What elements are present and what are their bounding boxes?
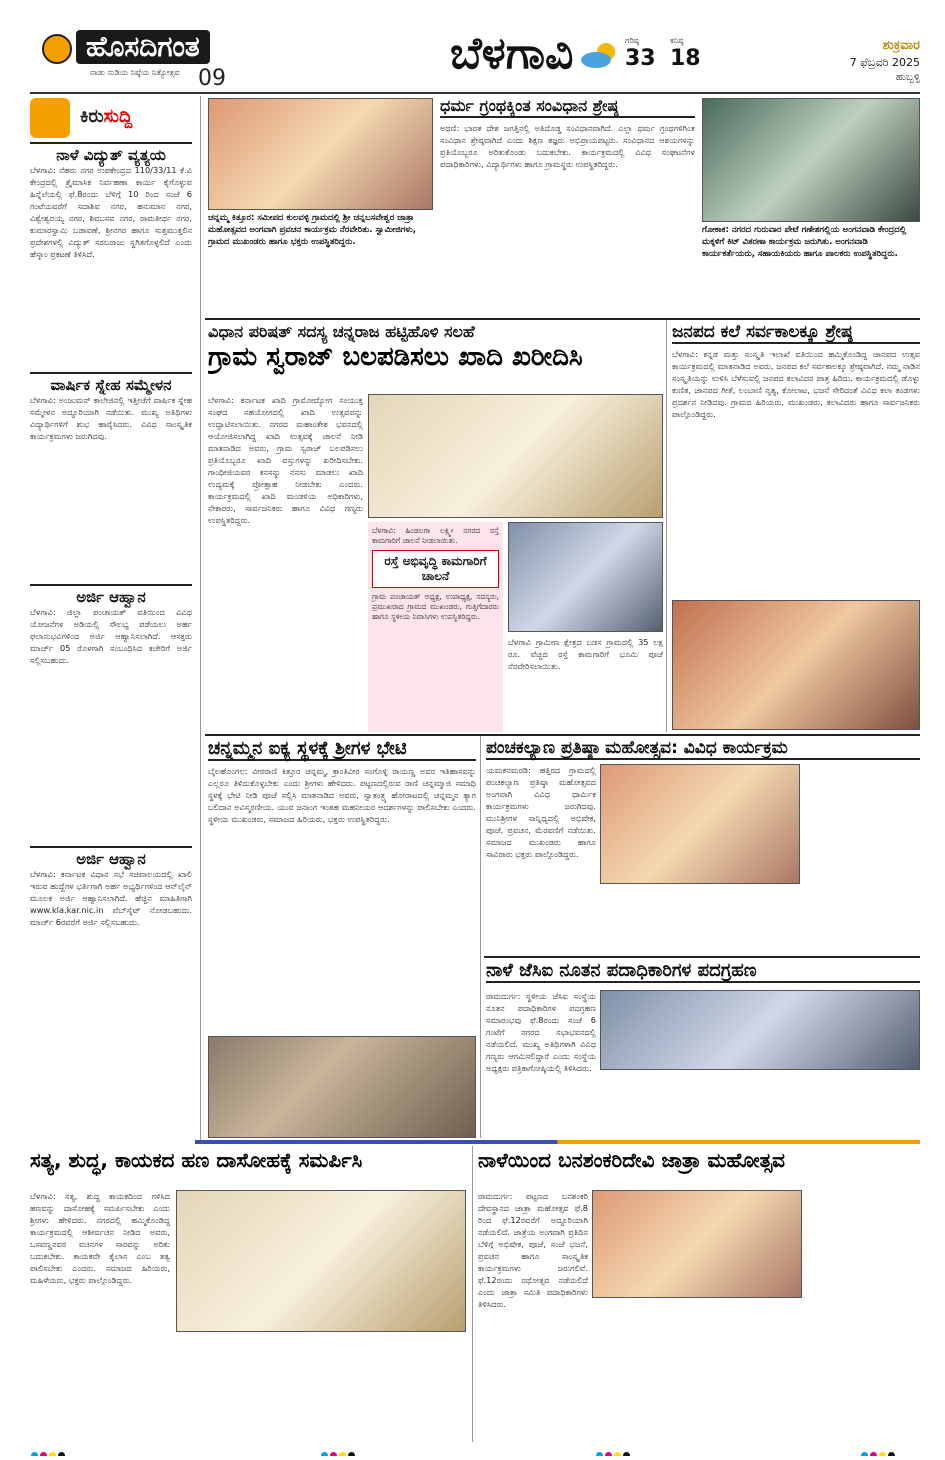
- print-registration-dots: [860, 1444, 920, 1456]
- top-photo-1[interactable]: [208, 98, 433, 210]
- max-temp: ಗರಿಷ್ಠ 33: [625, 36, 656, 71]
- news-body: ಬೆಳಗಾವಿ: ಅಂಜುಮನ್ ಕಾಲೇಜಿನಲ್ಲಿ ಇತ್ತೀಚೆಗೆ ವಾರ್ಷಿಕ ಸ್ನೇಹ ಸಮ್ಮೇಳನ ಅದ್ದೂರಿಯಾಗಿ ನಡೆಯಿತು. ಮುಖ್ಯ ಅತಿಥಿಗಳು ವಿದ್ಯಾರ್ಥಿಗಳಿಗೆ ಶುಭ ಹಾರೈಸಿದರು. ವಿವಿಧ ಸಾಂಸ್ಕೃತಿಕ ಕಾರ್ಯಕ್ರಮಗಳು ಜರುಗಿದವು.: [30, 395, 192, 441]
- section-band: [195, 1140, 920, 1144]
- column-divider: [480, 736, 481, 1138]
- kiru-suddi-title: ಕಿರುಸುದ್ದಿ: [80, 106, 133, 127]
- article-body: ರಾಮದುರ್ಗ: ಪಟ್ಟಣದ ಬನಶಂಕರಿ ದೇವಸ್ಥಾನದ ಜಾತ್ರಾ ಮಹೋತ್ಸವ ಫೆ.8 ರಿಂದ ಫೆ.12ರವರೆಗೆ ಅದ್ದೂರಿಯಾಗಿ ನಡೆಯಲಿದೆ. ಜಾತ್ರೆಯ ಅಂಗವಾಗಿ ಪ್ರತಿದಿನ ಬೆಳಿಗ್ಗೆ ಅಭಿಷೇಕ, ಪೂಜೆ, ಸಂಜೆ ಭಜನೆ, ಪ್ರವಚನ ಹಾಗೂ ಸಾಂಸ್ಕೃತಿಕ ಕಾರ್ಯಕ್ರಮಗಳು ಜರುಗಲಿವೆ. ಫೆ.12ರಂದು ರಥೋತ್ಸವ ನಡೆಯಲಿದೆ ಎಂದು ಜಾತ್ರಾ ಸಮಿತಿ ಪದಾಧಿಕಾರಿಗಳು ತಿಳಿಸಿದರು.: [478, 1191, 588, 1309]
- paper-tagline: ನಾಡು ನುಡಿಯ ನಿಷ್ಠೆಯ ನಿತ್ಯೋತ್ಸವ: [90, 68, 180, 77]
- article-constitution: [440, 96, 695, 318]
- kiru-suddi-badge: [30, 98, 170, 138]
- article-body: ಅಥಣಿ: ಭಾರತ ದೇಶ ಜಗತ್ತಿನಲ್ಲಿ ಅತಿದೊಡ್ಡ ಸಂವಿಧಾನವಾಗಿದೆ. ಎಲ್ಲಾ ಧರ್ಮ ಗ್ರಂಥಗಳಿಗಿಂತ ಸಂವಿಧಾನ ಶ್ರೇಷ್ಠವಾಗಿದೆ ಎಂದು ಶಿಕ್ಷಣ ತಜ್ಞರು ಅಭಿಪ್ರಾಯಪಟ್ಟರು. ಸಂವಿಧಾನದ ಆಶಯಗಳನ್ನು ಪ್ರತಿಯೊಬ್ಬರೂ ಅರಿತುಕೊಂಡು ಬದುಕಬೇಕು. ಕಾರ್ಯಕ್ರಮದಲ್ಲಿ ವಿವಿಧ ಸಂಘಟನೆಗಳ ಪದಾಧಿಕಾರಿಗಳು, ವಿದ್ಯಾರ್ಥಿಗಳು ಹಾಗೂ ಗ್ರಾಮಸ್ಥರು ಉಪಸ್ಥಿತರಿದ್ದರು.: [440, 123, 695, 169]
- news-body: ಬೆಳಗಾವಿ: ಜಿಲ್ಲಾ ಪಂಚಾಯತ್ ವತಿಯಿಂದ ವಿವಿಧ ಯೋಜನೆಗಳ ಅಡಿಯಲ್ಲಿ ಸೌಲಭ್ಯ ಪಡೆಯಲು ಅರ್ಹ ಫಲಾನುಭವಿಗಳಿಂದ ಅರ್ಜಿ ಆಹ್ವಾನಿಸಲಾಗಿದೆ. ಆಸಕ್ತರು ಮಾರ್ಚ್ 05 ರೊಳಗಾಗಿ ಸಂಬಂಧಿಸಿದ ಕಚೇರಿಗೆ ಅರ್ಜಿ ಸಲ್ಲಿಸಬಹುದು.: [30, 607, 192, 665]
- print-registration-dots: [595, 1444, 655, 1456]
- paper-logo[interactable]: [30, 28, 240, 88]
- news-item: [30, 142, 192, 370]
- article-headline: ನಾಳೆಯಿಂದ ಬನಶಂಕರಿದೇವಿ ಜಾತ್ರಾ ಮಹೋತ್ಸವ: [478, 1148, 786, 1172]
- news-item: [30, 584, 192, 844]
- jci-photo[interactable]: [600, 990, 920, 1070]
- news-body: ಬೆಳಗಾವಿ: ನೆಹರು ನಗರ ಉಪಕೇಂದ್ರದ 110/33/11 ಕೆ.ವಿ ಕೇಂದ್ರದಲ್ಲಿ ತ್ರೈಮಾಸಿಕ ನಿರ್ವಹಣಾ ಕಾರ್ಯ ಕೈಗೊಳ್ಳುವ ಹಿನ್ನೆಲೆಯಲ್ಲಿ ಫೆ.8ರಂದು ಬೆಳಿಗ್ಗೆ 10 ರಿಂದ ಸಂಜೆ 6 ಗಂಟೆಯವರೆಗೆ ಸದಾಶಿವ ನಗರ, ಹನುಮಾನ ನಗರ, ವಿಶ್ವೇಶ್ವರಯ್ಯ ನಗರ, ಶಿವಬಸವ ನಗರ, ರಾಮತೀರ್ಥ ನಗರ, ಕುಮಾರಸ್ವಾಮಿ ಬಡಾವಣೆ, ಶ್ರೀನಗರ ಹಾಗೂ ಸುತ್ತಮುತ್ತಲಿನ ಪ್ರದೇಶಗಳಲ್ಲಿ ವಿದ್ಯುತ್ ಸರಬರಾಜು ಸ್ಥಗಿತಗೊಳ್ಳಲಿದೆ ಎಂದು ಹೆಸ್ಕಾಂ ಪ್ರಕಟಣೆ ತಿಳಿಸಿದೆ.: [30, 165, 192, 259]
- sun-cloud-icon: [578, 40, 622, 70]
- news-title: ಅರ್ಜಿ ಆಹ್ವಾನ: [30, 846, 192, 868]
- janapada-photo[interactable]: [672, 600, 920, 730]
- edition-place: ಹುಬ್ಬಳ್ಳಿ: [895, 72, 920, 83]
- row-rule: [484, 956, 920, 958]
- weekday: ಶುಕ್ರವಾರ: [882, 38, 920, 53]
- article-body: ಬೆಳಗಾವಿ: ಕನ್ನಡ ಮತ್ತು ಸಂಸ್ಕೃತಿ ಇಲಾಖೆ ವತಿಯಿಂದ ಹಮ್ಮಿಕೊಂಡಿದ್ದ ಜಾನಪದ ಉತ್ಸವ ಕಾರ್ಯಕ್ರಮದಲ್ಲಿ ಮಾತನಾಡಿದ ಅವರು, ಜನಪದ ಕಲೆ ಸರ್ವಕಾಲಕ್ಕೂ ಶ್ರೇಷ್ಠವಾಗಿದೆ. ನಮ್ಮ ನಾಡಿನ ಸಂಸ್ಕೃತಿಯನ್ನು ಉಳಿಸಿ ಬೆಳೆಸುವಲ್ಲಿ ಜನಪದ ಕಲಾವಿದರ ಪಾತ್ರ ಹಿರಿದು. ಕಾರ್ಯಕ್ರಮದಲ್ಲಿ ಡೊಳ್ಳು ಕುಣಿತ, ಜಾನಪದ ಗೀತೆ, ಲಂಬಾಣಿ ನೃತ್ಯ, ಕೋಲಾಟ, ಭಜನೆ ಸೇರಿದಂತೆ ವಿವಿಧ ಕಲಾ ತಂಡಗಳು ಪ್ರದರ್ಶನ ನೀಡಿದವು. ಗ್ರಾಮದ ಹಿರಿಯರು, ಮುಖಂಡರು, ಕಲಾವಿದರು ಹಾಗೂ ಸಾರ್ವಜನಿಕರು ಪಾಲ್ಗೊಂಡಿದ್ದರು.: [672, 349, 920, 419]
- lead-photo[interactable]: [368, 394, 663, 518]
- road-photo-caption: ಬೆಳಗಾವಿ ಗ್ರಾಮೀಣ ಕ್ಷೇತ್ರದ ಬಡಸ ಗ್ರಾಮದಲ್ಲಿ 35 ಲಕ್ಷ ರೂ. ವೆಚ್ಚದ ರಸ್ತೆ ಕಾಮಗಾರಿಗೆ ಭೂಮಿ ಪೂಜೆ ನೆರವೇರಿಸಲಾಯಿತು.: [508, 637, 663, 671]
- news-item: [30, 846, 192, 1136]
- article-dasoha-heading: [30, 1148, 470, 1188]
- lead-body: ಬೆಳಗಾವಿ: ಕರ್ನಾಟಕ ಖಾದಿ ಗ್ರಾಮೋದ್ಯೋಗ ಸಂಯುಕ್ತ ಸಂಘದ ಸಹಯೋಗದಲ್ಲಿ ಖಾದಿ ಉತ್ಸವವನ್ನು ಉದ್ಘಾಟಿಸಲಾಯಿತು. ನಗರದ ಮಹಾಂತೇಶ ಭವನದಲ್ಲಿ ಆಯೋಜಿಸಲಾಗಿದ್ದ ಖಾದಿ ಉತ್ಸವಕ್ಕೆ ಚಾಲನೆ ನೀಡಿ ಮಾತನಾಡಿದ ಅವರು, ಗ್ರಾಮ ಸ್ವರಾಜ್ ಬಲಪಡಿಸಲು ಪ್ರತಿಯೊಬ್ಬರೂ ಖಾದಿ ವಸ್ತುಗಳನ್ನು ಖರೀದಿಸಬೇಕು. ಗಾಂಧೀಜಿಯವರ ಕನಸನ್ನು ನನಸು ಮಾಡಲು ಖಾದಿ ಉದ್ಯಮಕ್ಕೆ ಪ್ರೋತ್ಸಾಹ ನೀಡಬೇಕು ಎಂದರು. ಕಾರ್ಯಕ್ರಮದಲ್ಲಿ ಖಾದಿ ಮಂಡಳಿಯ ಅಧಿಕಾರಿಗಳು, ನೇಕಾರರು, ಸಾರ್ವಜನಿಕರು ಹಾಗೂ ವಿವಿಧ ಗಣ್ಯರು ಉಪಸ್ಥಿತರಿದ್ದರು.: [208, 395, 363, 525]
- row-rule: [205, 318, 920, 320]
- print-registration-dots: [30, 1444, 90, 1456]
- jatra-photo[interactable]: [592, 1190, 802, 1298]
- lead-kicker: ವಿಧಾನ ಪರಿಷತ್ ಸದಸ್ಯ ಚನ್ನರಾಜ ಹಟ್ಟಿಹೊಳಿ ಸಲಹೆ: [208, 322, 475, 341]
- top-photo-3[interactable]: [702, 98, 920, 222]
- photo-caption: ಗೋಕಾಕ: ನಗರದ ಗುರುವಾರ ಪೇಟೆ ಗಣೇಶಗಲ್ಲಿಯ ಅಂಗನವಾಡಿ ಕೇಂದ್ರದಲ್ಲಿ ಮಕ್ಕಳಿಗೆ ಕಿಟ್ ವಿತರಣಾ ಕಾರ್ಯಕ್ರಮ ಜರುಗಿತು. ಅಂಗನವಾಡಿ ಕಾರ್ಯಕರ್ತೆಯರು, ಸಹಾಯಕಿಯರು ಹಾಗೂ ಪಾಲಕರು ಉಪಸ್ಥಿತರಿದ್ದರು.: [702, 225, 907, 259]
- photo-caption: ಚನ್ನಮ್ಮ ಕಿತ್ತೂರ: ಸಮೀಪದ ಕುಲವಳ್ಳಿ ಗ್ರಾಮದಲ್ಲಿ ಶ್ರೀ ಚನ್ನಬಸವೇಶ್ವರ ಜಾತ್ರಾ ಮಹೋತ್ಸವದ ಅಂಗವಾಗಿ ಪ್ರವಚನ ಕಾರ್ಯಕ್ರಮ ನೆರವೇರಿತು. ಸ್ವಾಮೀಜಿಗಳು, ಗ್ರಾಮದ ಮುಖಂಡರು ಹಾಗೂ ಭಕ್ತರು ಉಪಸ್ಥಿತರಿದ್ದರು.: [208, 213, 416, 247]
- row-rule: [205, 734, 920, 736]
- article-headline: ಸತ್ಯ, ಶುದ್ಧ, ಕಾಯಕದ ಹಣ ದಾಸೋಹಕ್ಕೆ ಸಮರ್ಪಿಸಿ: [30, 1148, 363, 1172]
- header-rule: [30, 92, 920, 94]
- news-body: ಬೆಳಗಾವಿ: ಕರ್ನಾಟಕ ವಿಧಾನ ಸಭೆ ಸಚಿವಾಲಯದಲ್ಲಿ ಖಾಲಿ ಇರುವ ಹುದ್ದೆಗಳ ಭರ್ತಿಗಾಗಿ ಅರ್ಹ ಅಭ್ಯರ್ಥಿಗಳಿಂದ ಆನ್‌ಲೈನ್ ಮೂಲಕ ಅರ್ಜಿ ಆಹ್ವಾನಿಸಲಾಗಿದೆ. ಹೆಚ್ಚಿನ ಮಾಹಿತಿಗಾಗಿ www.kla.kar.nic.in ವೆಬ್‌ಸೈಟ್ ನೋಡಬಹುದು. ಮಾರ್ಚ್ 6ರವರೆಗೆ ಅರ್ಜಿ ಸಲ್ಲಿಸಬಹುದು.: [30, 869, 192, 927]
- article-body: ರಾಮದುರ್ಗ: ಸ್ಥಳೀಯ ಜೆಸಿಐ ಸಂಸ್ಥೆಯ ನೂತನ ಪದಾಧಿಕಾರಿಗಳ ಪದಗ್ರಹಣ ಸಮಾರಂಭವು ಫೆ.8ರಂದು ಸಂಜೆ 6 ಗಂಟೆಗೆ ನಗರದ ಸಭಾಭವನದಲ್ಲಿ ನಡೆಯಲಿದೆ. ಮುಖ್ಯ ಅತಿಥಿಗಳಾಗಿ ವಿವಿಧ ಗಣ್ಯರು ಆಗಮಿಸಲಿದ್ದಾರೆ ಎಂದು ಸಂಸ್ಥೆಯ ಅಧ್ಯಕ್ಷರು ಪತ್ರಿಕಾಗೋಷ್ಠಿಯಲ್ಲಿ ತಿಳಿಸಿದರು.: [486, 991, 596, 1073]
- page-number: 09: [198, 66, 226, 88]
- lead-heading: [208, 322, 663, 392]
- road-news-box: ಬೆಳಗಾವಿ: ಹಿಂಡಲಗಾ ಲಕ್ಷ್ಮೀ ನಗರದ ರಸ್ತೆ ಕಾಮಗಾರಿಗೆ ಚಾಲನೆ ನೀಡಲಾಯಿತು. ರಸ್ತೆ ಅಭಿವೃದ್ಧಿ ಕಾಮಗಾರಿಗೆ ಚಾಲನೆ ಗ್ರಾಮ ಪಂಚಾಯತ್ ಅಧ್ಯಕ್ಷ, ಉಪಾಧ್ಯಕ್ಷ, ಸದಸ್ಯರು, ಪ್ರಮುಖರಾದ ಗ್ರಾಮದ ಮುಖಂಡರು, ಗುತ್ತಿಗೆದಾರರು ಹಾಗೂ ಸ್ಥಳೀಯ ನಿವಾಸಿಗಳು ಉಪಸ್ಥಿತರಿದ್ದರು.: [368, 522, 503, 732]
- lamp-icon: [42, 34, 72, 64]
- article-headline: ಧರ್ಮ ಗ್ರಂಥಕ್ಕಿಂತ ಸಂವಿಧಾನ ಶ್ರೇಷ್ಠ: [440, 96, 695, 118]
- news-title: ವಾರ್ಷಿಕ ಸ್ನೇಹ ಸಮ್ಮೇಳನ: [30, 372, 192, 394]
- pointing-hand-icon: [30, 98, 70, 138]
- masthead: [0, 0, 945, 92]
- column-divider: [666, 320, 667, 732]
- paper-name: ಹೊಸದಿಗಂತ: [76, 30, 210, 64]
- article-body: ಬೈಲಹೊಂಗಲ: ವೀರರಾಣಿ ಕಿತ್ತೂರ ಚನ್ನಮ್ಮ, ಕ್ರಾಂತಿವೀರ ಸಂಗೊಳ್ಳಿ ರಾಯಣ್ಣ ಅವರ ಇತಿಹಾಸವನ್ನು ಎಲ್ಲರೂ ತಿಳಿದುಕೊಳ್ಳಬೇಕು ಎಂದು ಶ್ರೀಗಳು ಹೇಳಿದರು. ಪಟ್ಟಣದಲ್ಲಿರುವ ರಾಣಿ ಚನ್ನಮ್ಮಾಜಿ ಸಮಾಧಿ ಸ್ಥಳಕ್ಕೆ ಭೇಟಿ ನೀಡಿ ಪೂಜೆ ಸಲ್ಲಿಸಿ ಮಾತನಾಡಿದ ಅವರು, ಸ್ವಾತಂತ್ರ್ಯ ಹೋರಾಟದಲ್ಲಿ ಚನ್ನಮ್ಮನ ತ್ಯಾಗ ಬಲಿದಾನ ಅವಿಸ್ಮರಣೀಯ. ಯುವ ಜನಾಂಗ ಇಂತಹ ಮಹನೀಯರ ಆದರ್ಶಗಳನ್ನು ಪಾಲಿಸಬೇಕು ಎಂದರು. ಸ್ಥಳೀಯ ಮುಖಂಡರು, ಸಮಾಜದ ಹಿರಿಯರು, ಭಕ್ತರು ಉಪಸ್ಥಿತರಿದ್ದರು.: [208, 766, 476, 824]
- article-headline: ಚನ್ನಮ್ಮನ ಐಕ್ಯ ಸ್ಥಳಕ್ಕೆ ಶ್ರೀಗಳ ಭೇಟಿ: [208, 738, 476, 761]
- panchakalyana-photo[interactable]: [600, 764, 800, 884]
- news-title: ಅರ್ಜಿ ಆಹ್ವಾನ: [30, 584, 192, 606]
- column-divider: [200, 96, 201, 1140]
- issue-date: 7 ಫೆಬ್ರವರಿ 2025: [849, 56, 920, 69]
- road-photo[interactable]: [508, 522, 663, 632]
- article-headline: ಪಂಚಕಲ್ಯಾಣ ಪ್ರತಿಷ್ಠಾ ಮಹೋತ್ಸವ: ವಿವಿಧ ಕಾರ್ಯಕ್ರಮ: [486, 738, 920, 760]
- news-title: ನಾಳೆ ವಿದ್ಯುತ್ ವ್ಯತ್ಯಯ: [30, 142, 192, 164]
- dasoha-photo[interactable]: [176, 1190, 466, 1332]
- article-body: ಯಮಕನಮರಡಿ: ಹತ್ತಿರದ ಗ್ರಾಮದಲ್ಲಿ ಪಂಚಕಲ್ಯಾಣ ಪ್ರತಿಷ್ಠಾ ಮಹೋತ್ಸವದ ಅಂಗವಾಗಿ ವಿವಿಧ ಧಾರ್ಮಿಕ ಕಾರ್ಯಕ್ರಮಗಳು ಜರುಗಿದವು. ಮುನಿಶ್ರೀಗಳ ಸಾನ್ನಿಧ್ಯದಲ್ಲಿ ಅಭಿಷೇಕ, ಪೂಜೆ, ಪ್ರವಚನ, ಮೆರವಣಿಗೆ ನಡೆಯಿತು. ಸಮಾಜದ ಮುಖಂಡರು ಹಾಗೂ ಸಾವಿರಾರು ಭಕ್ತರು ಪಾಲ್ಗೊಂಡಿದ್ದರು.: [486, 765, 596, 859]
- min-temp: ಕನಿಷ್ಠ 18: [670, 36, 701, 71]
- article-headline: ಜನಪದ ಕಲೆ ಸರ್ವಕಾಲಕ್ಕೂ ಶ್ರೇಷ್ಠ: [672, 322, 920, 344]
- news-item: [30, 372, 192, 584]
- road-headline: ರಸ್ತೆ ಅಭಿವೃದ್ಧಿ ಕಾಮಗಾರಿಗೆ ಚಾಲನೆ: [372, 550, 499, 588]
- print-registration-dots: [320, 1444, 380, 1456]
- channamma-photo[interactable]: [208, 1036, 476, 1138]
- column-divider: [472, 1146, 473, 1442]
- article-jatra-heading: [478, 1148, 920, 1188]
- edition-city: ಬೆಳಗಾವಿ: [450, 28, 574, 79]
- article-body: ಬೆಳಗಾವಿ: ಸತ್ಯ, ಶುದ್ಧ ಕಾಯಕದಿಂದ ಗಳಿಸಿದ ಹಣವನ್ನು ದಾಸೋಹಕ್ಕೆ ಸಮರ್ಪಿಸಬೇಕು ಎಂದು ಶ್ರೀಗಳು ಹೇಳಿದರು. ನಗರದಲ್ಲಿ ಹಮ್ಮಿಕೊಂಡಿದ್ದ ಕಾರ್ಯಕ್ರಮದಲ್ಲಿ ಆಶೀರ್ವಚನ ನೀಡಿದ ಅವರು, ಬಸವಣ್ಣನವರ ವಚನಗಳ ಸಾರವನ್ನು ಅರಿತು ಬದುಕಬೇಕು. ಕಾಯಕವೇ ಕೈಲಾಸ ಎಂಬ ತತ್ವ ಪಾಲಿಸಬೇಕು ಎಂದರು. ಸಮಾಜದ ಹಿರಿಯರು, ಮಹಿಳೆಯರು, ಭಕ್ತರು ಪಾಲ್ಗೊಂಡಿದ್ದರು.: [30, 1191, 170, 1285]
- lead-headline: ಗ್ರಾಮ ಸ್ವರಾಜ್ ಬಲಪಡಿಸಲು ಖಾದಿ ಖರೀದಿಸಿ: [208, 342, 583, 372]
- article-headline: ನಾಳೆ ಜೆಸಿಐ ನೂತನ ಪದಾಧಿಕಾರಿಗಳ ಪದಗ್ರಹಣ: [486, 960, 920, 983]
